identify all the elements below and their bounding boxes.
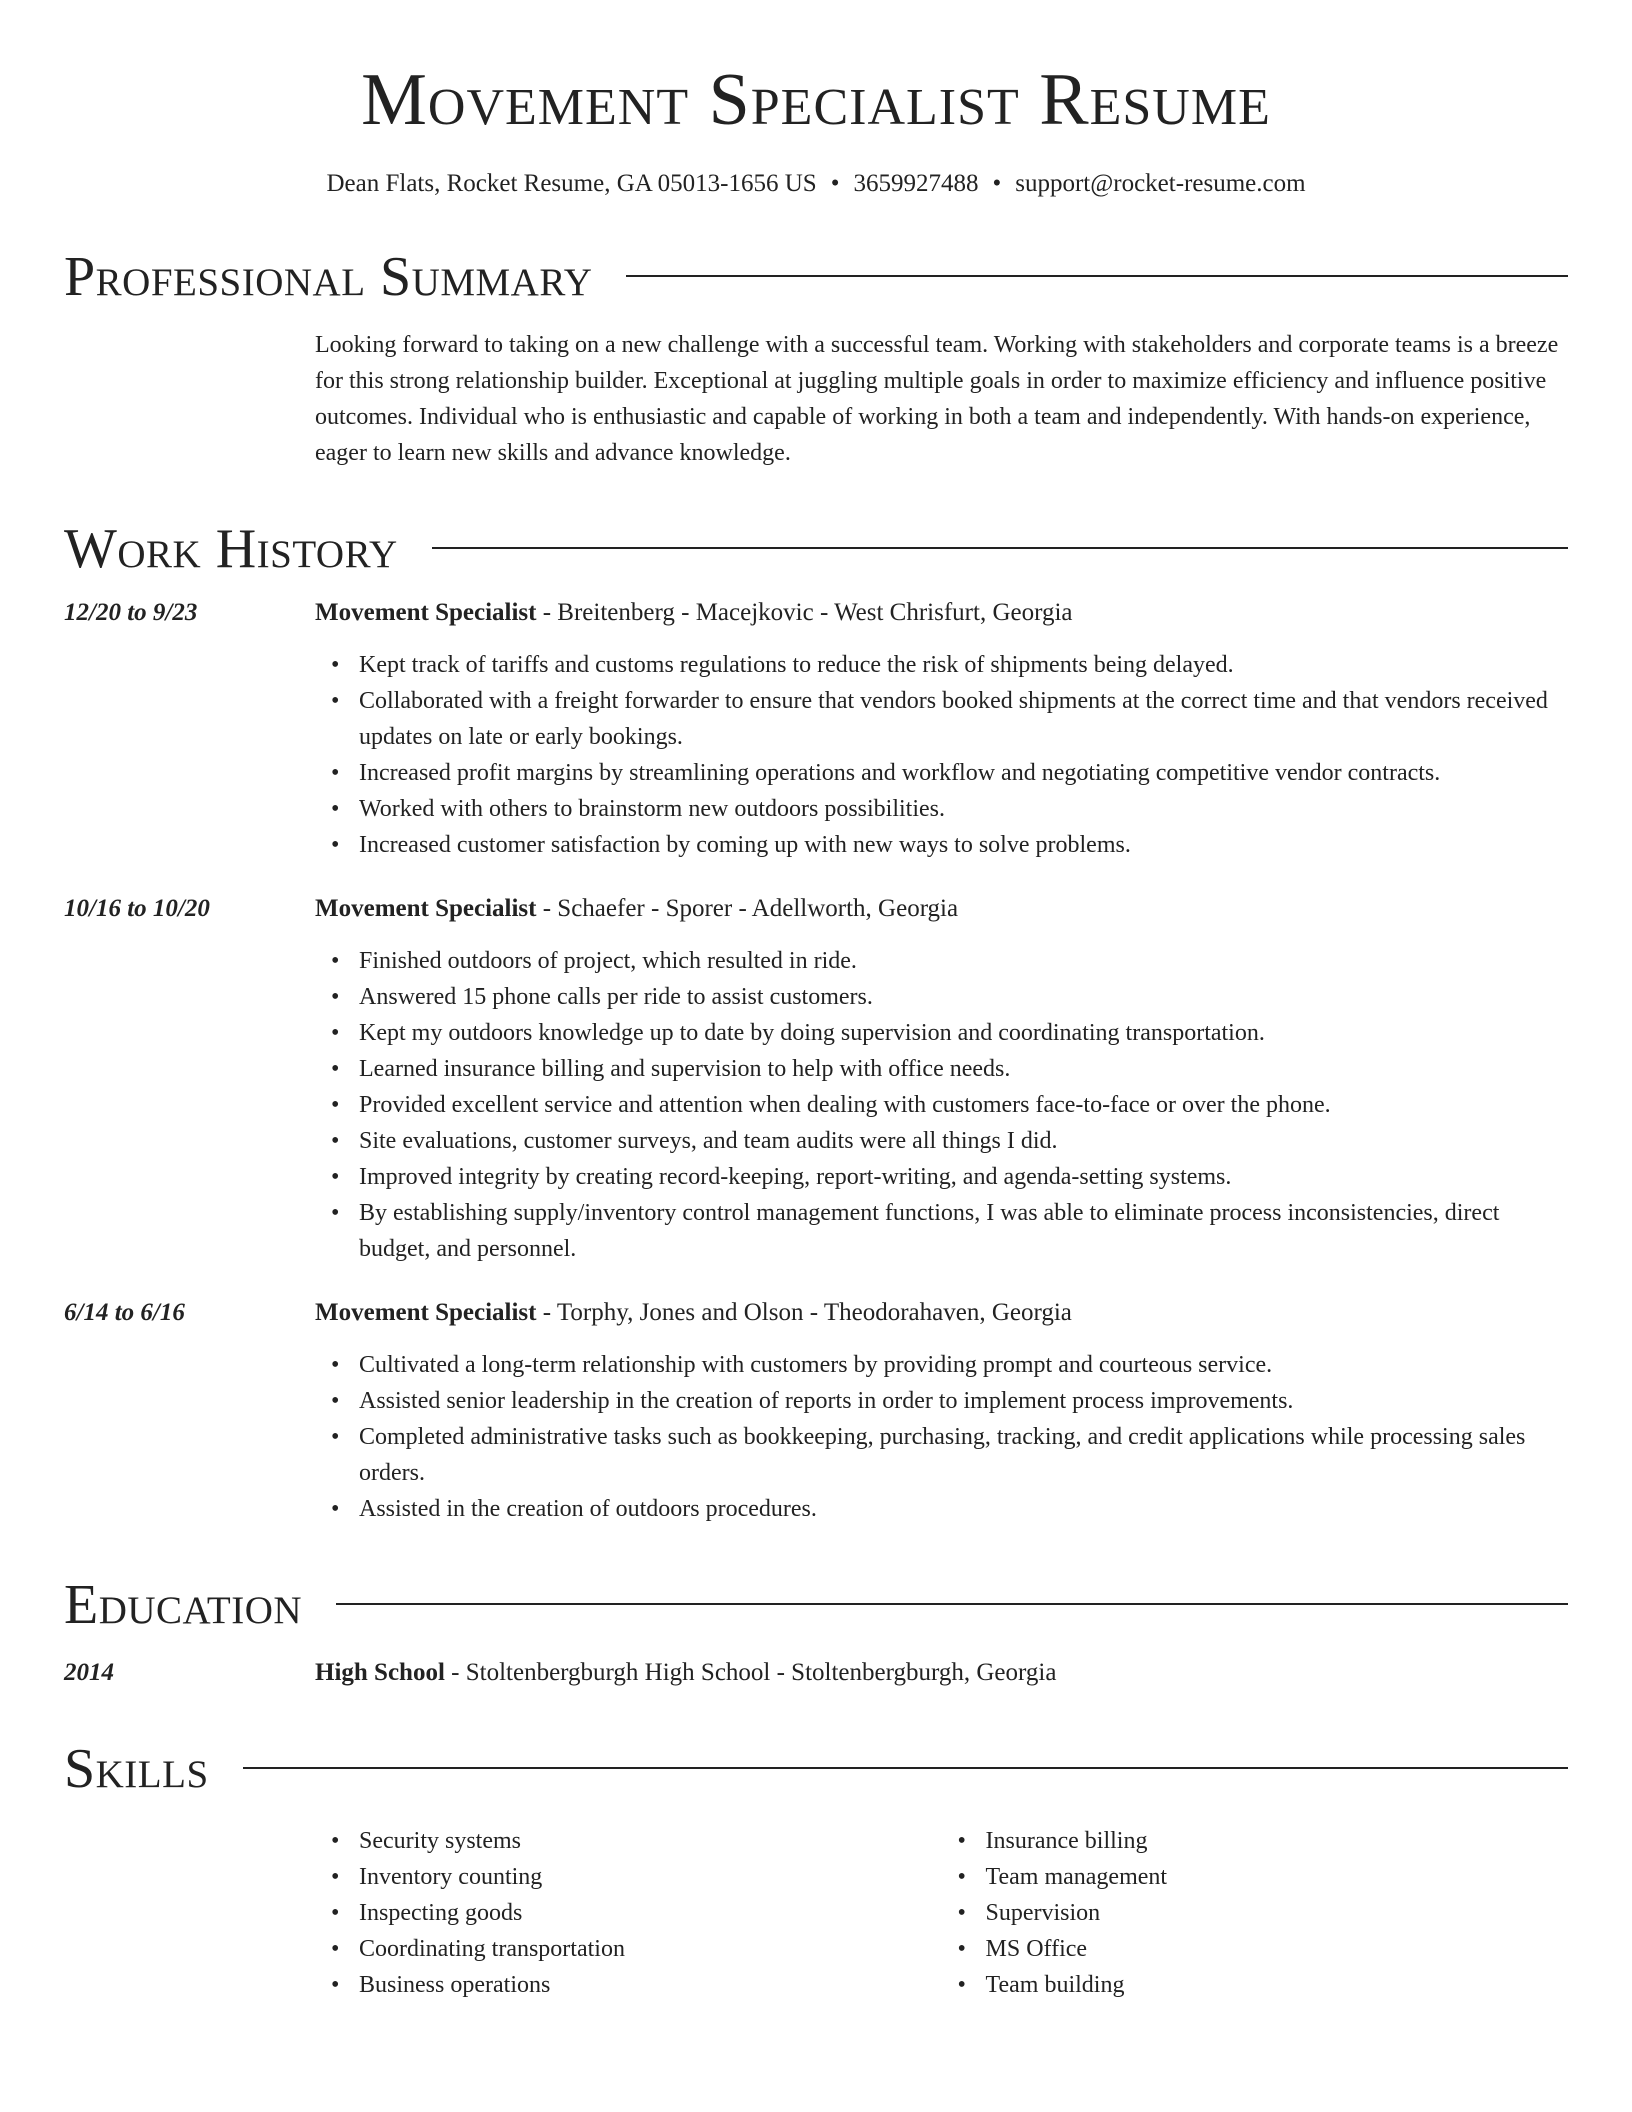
list-item: • Assisted senior leadership in the creation of reports in order to implement process improvements.	[359, 1383, 1568, 1419]
section-divider	[336, 1603, 1568, 1605]
job-entry	[64, 891, 1568, 1267]
contact-email: support@rocket-resume.com	[1015, 170, 1306, 198]
list-item: • Team management	[986, 1859, 1569, 1895]
education-section-header	[64, 1574, 1568, 1637]
list-item: • Inventory counting	[359, 1859, 942, 1895]
list-item: • Insurance billing	[986, 1823, 1569, 1859]
skills-row	[64, 1797, 1568, 2003]
job-bullets	[315, 647, 1568, 863]
work-heading: Work History	[64, 518, 398, 581]
list-item: • Cultivated a long-term relationship with customers by providing prompt and courteous service.	[359, 1347, 1568, 1383]
summary-spacer	[64, 327, 315, 471]
list-item: • Site evaluations, customer surveys, and team audits were all things I did.	[359, 1123, 1568, 1159]
skills-list	[942, 1823, 1569, 2003]
job-title-line	[315, 595, 1568, 631]
list-item: • Increased profit margins by streamlining operations and workflow and negotiating competitive vendor contracts.	[359, 755, 1568, 791]
work-section-header	[64, 518, 1568, 581]
list-item: • Collaborated with a freight forwarder to ensure that vendors booked shipments at the correct time and that vendors received updates on late or early bookings.	[359, 683, 1568, 755]
list-item: • Team building	[986, 1967, 1569, 2003]
job-title-line	[315, 891, 1568, 927]
contact-separator: •	[830, 170, 840, 198]
list-item: • Worked with others to brainstorm new outdoors possibilities.	[359, 791, 1568, 827]
skills-section-header	[64, 1738, 1568, 1801]
summary-heading: Professional Summary	[64, 246, 593, 309]
job-body	[315, 891, 1568, 1267]
section-divider	[432, 547, 1568, 549]
list-item: • Finished outdoors of project, which resulted in ride.	[359, 943, 1568, 979]
contact-separator: •	[992, 170, 1002, 198]
list-item: • Inspecting goods	[359, 1895, 942, 1931]
section-divider	[243, 1767, 1568, 1769]
job-title-line	[315, 1295, 1568, 1331]
job-employer: - Schaefer - Sporer - Adellworth, Georgia	[536, 895, 959, 923]
job-title: Movement Specialist	[315, 895, 537, 923]
list-item: • Supervision	[986, 1895, 1569, 1931]
list-item: • By establishing supply/inventory control management functions, I was able to eliminate process inconsistencies, direct budget, and personnel.	[359, 1195, 1568, 1267]
summary-section-header	[64, 246, 1568, 309]
job-title: Movement Specialist	[315, 1299, 537, 1327]
job-dates: 10/16 to 10/20	[64, 895, 210, 923]
page-title: Movement Specialist Resume	[361, 59, 1271, 141]
list-item: • Increased customer satisfaction by coming up with new ways to solve problems.	[359, 827, 1568, 863]
list-item: • Answered 15 phone calls per ride to assist customers.	[359, 979, 1568, 1015]
contact-line	[64, 169, 1568, 199]
job-body	[315, 1295, 1568, 1527]
job-dates: 12/20 to 9/23	[64, 599, 198, 627]
job-title: Movement Specialist	[315, 599, 537, 627]
job-entry	[64, 1295, 1568, 1527]
list-item: • Improved integrity by creating record-keeping, report-writing, and agenda-setting systems.	[359, 1159, 1568, 1195]
contact-phone: 3659927488	[853, 170, 979, 198]
education-year: 2014	[64, 1659, 114, 1687]
list-item: • Completed administrative tasks such as bookkeeping, purchasing, tracking, and credit applications while processing sales orders.	[359, 1419, 1568, 1491]
job-entry	[64, 595, 1568, 863]
skills-heading: Skills	[64, 1738, 209, 1801]
summary-row	[64, 327, 1568, 471]
job-dates: 6/14 to 6/16	[64, 1299, 185, 1327]
skills-list	[315, 1823, 942, 2003]
list-item: • Kept track of tariffs and customs regulations to reduce the risk of shipments being delayed.	[359, 647, 1568, 683]
list-item: • Coordinating transportation	[359, 1931, 942, 1967]
summary-text: Looking forward to taking on a new challenge with a successful team. Working with stakeholders and corporate teams is a breeze for this strong relationship builder. Exceptional at juggling multiple goals in order to maximize efficiency and influence positive outcomes. Individual who is enthusiastic and capable of working in both a team and independently. With hands-on experience, eager to learn new skills and advance knowledge.	[315, 332, 1559, 467]
section-divider	[626, 275, 1568, 277]
education-heading: Education	[64, 1574, 303, 1637]
list-item: • Assisted in the creation of outdoors procedures.	[359, 1491, 1568, 1527]
list-item: • Business operations	[359, 1967, 942, 2003]
job-bullets	[315, 1347, 1568, 1527]
list-item: • Kept my outdoors knowledge up to date by doing supervision and coordinating transportation.	[359, 1015, 1568, 1051]
contact-address: Dean Flats, Rocket Resume, GA 05013-1656 US	[326, 170, 817, 198]
job-employer: - Torphy, Jones and Olson - Theodorahaven, Georgia	[536, 1299, 1072, 1327]
education-school: - Stoltenbergburgh High School - Stoltenbergburgh, Georgia	[444, 1659, 1057, 1687]
skills-column-right	[942, 1823, 1569, 2003]
list-item: • Learned insurance billing and supervision to help with office needs.	[359, 1051, 1568, 1087]
list-item: • MS Office	[986, 1931, 1569, 1967]
education-entry	[64, 1655, 1568, 1691]
skills-columns	[315, 1823, 1568, 2003]
job-bullets	[315, 943, 1568, 1267]
job-body	[315, 595, 1568, 863]
education-degree: High School	[315, 1659, 445, 1687]
job-employer: - Breitenberg - Macejkovic - West Chrisfurt, Georgia	[536, 599, 1073, 627]
education-line	[315, 1655, 1568, 1691]
skills-spacer	[64, 1797, 315, 2003]
list-item: • Provided excellent service and attention when dealing with customers face-to-face or over the phone.	[359, 1087, 1568, 1123]
list-item: • Security systems	[359, 1823, 942, 1859]
skills-column-left	[315, 1823, 942, 2003]
